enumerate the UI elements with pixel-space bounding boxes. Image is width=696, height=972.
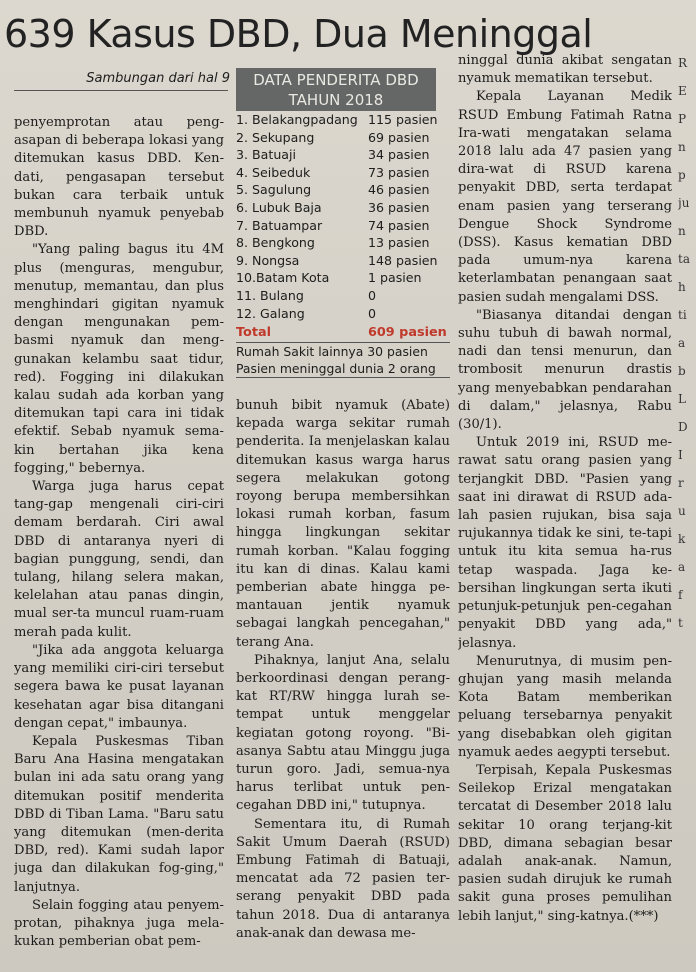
- patient-count: 0: [368, 305, 377, 321]
- paragraph: Selain fogging atau penyem-protan, pihaknya juga mela-kukan pemberian obat pem-: [14, 897, 224, 950]
- paragraph: Kepala Layanan Medik RSUD Embung Fatimah Ratna Ira-wati mengatakan selama 2018 lalu ada 47 pasien yang dira-wat di RSUD karena penyakit DBD, serta terdapat enam pasien yang terserang Dengue Shock Syndrome (DSS). Kasus kematian DBD pada umum-nya karena keterlambatan penangaan saat pasien sudah mengalami DSS.: [458, 89, 672, 305]
- paragraph: "Biasanya ditandai dengan suhu tubuh di bawah normal, nadi dan tensi menurun, dan trombosit menurun drastis yang menyebabkan pendarahan di dalam," jelasnya, Rabu (30/1).: [458, 307, 672, 433]
- district-name: 12. Galang: [236, 305, 305, 321]
- paragraph: Warga juga harus cepat tang-gap mengenali ciri-ciri demam berdarah. Ciri awal DBD di antaranya nyeri di bagian punggung, sendi, dan tulang, hilang selera makan, kelelahan atau panas dingin, mual ser-ta muncul ruam-ruam merah pada kulit.: [14, 479, 224, 640]
- data-row: [236, 199, 450, 217]
- edge-fragment: n: [678, 140, 686, 154]
- data-row: [236, 234, 450, 252]
- district-name: 8. Bengkong: [236, 235, 315, 251]
- data-row: [236, 287, 450, 305]
- paragraph: ninggal dunia akibat sengatan nyamuk mematikan tersebut.: [458, 53, 672, 87]
- paragraph: "Yang paling bagus itu 4M plus (menguras, mengubur, menutup, memantau, dan plus menghindari gigitan nyamuk dengan mengunakan pem-basmi nyamuk dan meng-gunakan kelambu saat tidur, red). Fogging ini dilakukan kalau sudah ada korban yang ditemukan tapi cara ini tidak efektif. Sebab nyamuk sema-kin bertahan jika kena fogging," bebernya.: [14, 242, 224, 476]
- patient-count: 13 pasien: [368, 235, 430, 251]
- edge-fragment: u: [678, 504, 686, 518]
- edge-fragment: f: [678, 588, 683, 602]
- edge-fragment: D: [678, 420, 688, 434]
- dbd-data-box: [236, 68, 450, 390]
- edge-fragment: n: [678, 224, 686, 238]
- data-row: [236, 305, 450, 323]
- data-row: [236, 146, 450, 164]
- paragraph: penyemprotan atau peng-asapan di beberapa lokasi yang ditemukan kasus DBD. Ken-dati, pengasapan tersebut bukan cara terbaik untuk membunuh nyamuk penyebab DBD.: [14, 115, 224, 240]
- paragraph: Kepala Puskesmas Tiban Baru Ana Hasina mengatakan bulan ini ada satu orang yang ditemukan positif menderita DBD di Tiban Lama. "Baru satu yang ditemukan (men-derita DBD, red). Kami sudah lapor juga dan dilakukan fog-ging," lanjutnya.: [14, 733, 224, 895]
- patient-count: 69 pasien: [368, 129, 430, 145]
- data-row: [236, 111, 450, 129]
- edge-fragment: I: [678, 448, 683, 462]
- edge-fragment: t: [678, 616, 683, 630]
- district-name: 1. Belakangpadang: [236, 112, 358, 127]
- data-box-note-hospitals: Rumah Sakit lainnya 30 pasien: [236, 344, 428, 360]
- total-label: Total: [236, 325, 271, 341]
- edge-fragment: h: [678, 280, 686, 294]
- patient-count: 148 pasien: [368, 252, 438, 268]
- district-name: 10.Batam Kota: [236, 270, 330, 286]
- data-box-total: [236, 324, 450, 343]
- paragraph: Terpisah, Kepala Puskesmas Seilekop Erizal mengatakan tercatat di Desember 2018 lalu sekitar 10 orang terjang-kit DBD, dimana sebagian besar adalah anak-anak. Namun, pasien sudah dirujuk ke rumah sakit guna proses pemulihan lebih lanjut," sing-katnya.(***): [458, 762, 672, 924]
- data-row: [236, 129, 450, 147]
- data-box-title: [236, 68, 436, 111]
- edge-fragment: ta: [678, 252, 690, 266]
- edge-fragment: ju: [678, 196, 690, 210]
- edge-fragment: L: [678, 392, 686, 406]
- edge-fragment: a: [678, 336, 686, 350]
- data-box-title-line2: TAHUN 2018: [288, 91, 384, 109]
- paragraph: Menurutnya, di musim pen-ghujan yang masih melanda Kota Batam memberikan peluang tersebarnya penyakit yang disebabkan oleh gigitan nyamuk aedes aegypti tersebut.: [458, 653, 672, 760]
- patient-count: 115 pasien: [368, 112, 438, 127]
- patient-count: 46 pasien: [368, 182, 430, 198]
- paragraph: "Jika ada anggota keluarga yang memiliki ciri-ciri tersebut segera bawa ke pusat layanan kesehatan agar bisa ditangani dengan cepat," imbaunya.: [14, 642, 224, 731]
- patient-count: 34 pasien: [368, 147, 430, 163]
- edge-fragment: a: [678, 560, 686, 574]
- edge-fragment: ti: [678, 308, 687, 322]
- patient-count: 73 pasien: [368, 164, 430, 180]
- edge-fragment: R: [678, 56, 688, 70]
- data-box-note-deaths: Pasien meninggal dunia 2 orang: [236, 360, 450, 378]
- article-column-1: [14, 114, 224, 972]
- continued-rule: [14, 90, 228, 91]
- edge-fragment: k: [678, 532, 686, 546]
- district-name: 5. Sagulung: [236, 182, 312, 198]
- total-value: 609 pasien: [368, 325, 447, 341]
- data-box-title-line1: DATA PENDERITA DBD: [253, 71, 419, 89]
- patient-count: 0: [368, 287, 377, 303]
- adjacent-column-fragment: [678, 52, 696, 972]
- data-box-rows: [236, 111, 450, 322]
- article-column-3: [458, 52, 672, 972]
- edge-fragment: E: [678, 84, 687, 98]
- edge-fragment: P: [678, 112, 687, 126]
- data-row: [236, 217, 450, 235]
- district-name: 4. Seibeduk: [236, 164, 311, 180]
- headline: 639 Kasus DBD, Dua Meninggal: [4, 12, 593, 56]
- district-name: 2. Sekupang: [236, 129, 315, 145]
- paragraph: Pihaknya, lanjut Ana, selalu berkoordinasi dengan perang-kat RT/RW hingga lurah se-tempat untuk menggelar kegiatan gotong royong. "Bi-asanya Sabtu atau Minggu juga turun goro. Jadi, semua-nya harus terlibat untuk pen-cegahan DBD ini," tutupnya.: [236, 652, 450, 814]
- patient-count: 36 pasien: [368, 199, 430, 215]
- district-name: 3. Batuaji: [236, 147, 297, 163]
- data-row: [236, 269, 450, 287]
- district-name: 7. Batuampar: [236, 217, 323, 233]
- district-name: 6. Lubuk Baja: [236, 199, 322, 215]
- edge-fragment: b: [678, 364, 686, 378]
- district-name: 9. Nongsa: [236, 252, 300, 268]
- edge-fragment: r: [678, 476, 684, 490]
- patient-count: 1 pasien: [368, 270, 422, 286]
- patient-count: 74 pasien: [368, 217, 430, 233]
- district-name: 11. Bulang: [236, 287, 304, 303]
- data-row: [236, 181, 450, 199]
- paragraph: Sementara itu, di Rumah Sakit Umum Daerah (RSUD) Embung Fatimah di Batuaji, mencatat ada 72 pasien ter-serang penyakit DBD pada tahun 2018. Dua di antaranya anak-anak dan dewasa me-: [236, 816, 450, 941]
- paragraph: Untuk 2019 ini, RSUD me-rawat satu orang pasien yang terjangkit DBD. "Pasien yang saat ini dirawat di RSUD ada-lah pasien rujukan, bisa saja rujukannya tidak ke sini, te-tapi untuk itu kita semua ha-rus tetap waspada. Jaga ke-bersihan lingkungan serta ikuti petunjuk-petunjuk pen-cegahan penyakit DBD yang ada," jelasnya.: [458, 435, 672, 651]
- data-row: [236, 252, 450, 270]
- data-row: [236, 164, 450, 182]
- edge-fragment: p: [678, 168, 686, 182]
- continued-from-label: Sambungan dari hal 9: [86, 71, 230, 86]
- article-column-2: [236, 397, 450, 972]
- paragraph: bunuh bibit nyamuk (Abate) kepada warga sekitar rumah penderita. Ia menjelaskan kalau ditemukan kasus warga harus segera melakukan gotong royong berupa membersihkan lokasi rumah korban, fasum hingga lingkungan sekitar rumah korban. "Kalau fogging itu kan di dinas. Kalau kami pemberian abate hingga pe-mantauan jentik nyamuk sebagai langkah pencegahan," terang Ana.: [236, 398, 450, 650]
